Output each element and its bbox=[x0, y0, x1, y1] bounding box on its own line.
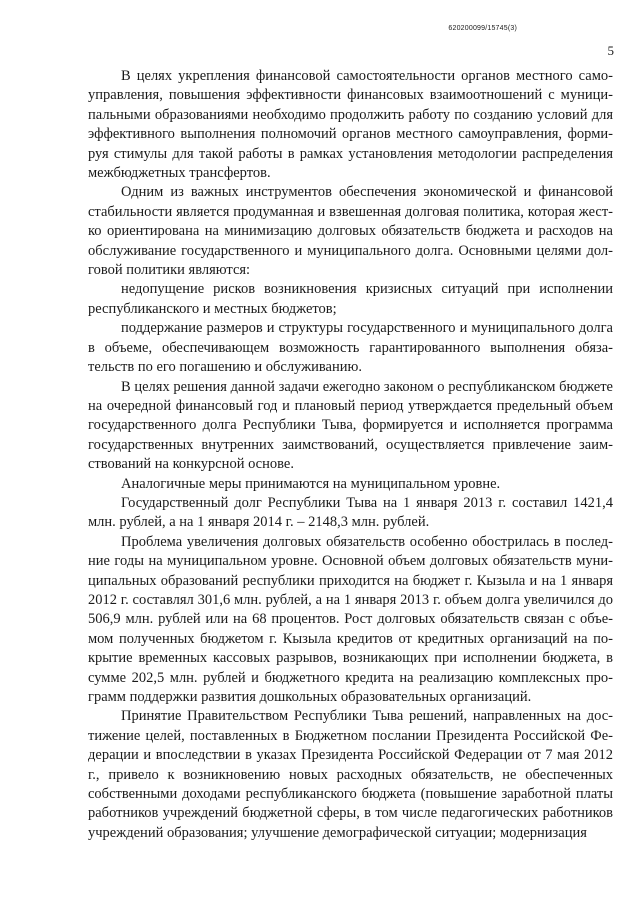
page-number: 5 bbox=[607, 43, 614, 58]
paragraph-5: В целях решения данной задачи ежегодно законом о республиканском бюджете на очередной финансовый год и плановый период утверждается предельный объем государственного долга Республики Тыва, формируется и исполняется программа государственных внутренних заимствований, осуществляется привлечение заимствований на конкурсной основе. bbox=[88, 378, 613, 473]
paragraph-1: В целях укрепления финансовой самостоятельности органов местного самоуправления, повышения эффективности финансовых взаимоотношений с муниципальными образованиями необходимо продолжить работу по созданию условий для эффективного выполнения полномочий органов местного самоуправления, формируя стимулы для такой работы в рамках установления методологии распределения межбюджетных трансфертов. bbox=[88, 68, 613, 182]
paragraph-3: недопущение рисков возникновения кризисных ситуаций при исполнении республиканского и местных бюджетов; bbox=[88, 281, 613, 317]
paragraph-2: Одним из важных инструментов обеспечения экономической и финансовой стабильности является продуманная и взвешенная долговая политика, которая жестко ориентирована на минимизацию долговых обязательств бюджета и расходов на обслуживание государственного и муниципального долга. Основными целями долговой политики являются: bbox=[88, 184, 613, 279]
paragraph-6: Аналогичные меры принимаются на муниципальном уровне. bbox=[121, 475, 501, 492]
paragraph-4: поддержание размеров и структуры государственного и муниципального долга в объеме, обеспечивающем возможность гарантированного выполнения обязательств по его погашению и обслуживанию. bbox=[88, 320, 613, 376]
paragraph-9: Принятие Правительством Республики Тыва решений, направленных на достижение целей, поставленных в Бюджетном послании Президента Российской Федерации и впоследствии в указах Президента Российской Федерации от 7 мая 2012 г., привело к возникновению новых расходных обязательств, не обеспеченных собственными доходами республиканского бюджета (повышение заработной платы работников учреждений бюджетной сферы, в том числе педагогических работников учреждений образования; улучшение демографической ситуации; модернизация bbox=[88, 708, 613, 841]
document-body bbox=[88, 67, 613, 843]
document-id: 620200099/15745(3) bbox=[448, 25, 517, 32]
paragraph-7: Государственный долг Республики Тыва на 1 января 2013 г. составил 1421,4 млн. рублей, а на 1 января 2014 г. – 2148,3 млн. рублей. bbox=[88, 494, 613, 531]
paragraph-8: Проблема увеличения долговых обязательств особенно обострилась в последние годы на муниципальном уровне. Основной объем долговых обязательств муниципальных образований республики приходится на бюджет г. Кызыла и на 1 января 2012 г. составлял 301,6 млн. рублей, а на 1 января 2013 г. объем долга увеличился до 506,9 млн. рублей или на 68 процентов. Рост долговых обязательств связан с объемом полученных бюджетом г. Кызыла кредитов от кредитных организаций на покрытие временных кассовых разрывов, возникающих при исполнении бюджета, в сумме 202,5 млн. рублей и бюджетного кредита на реализацию комплексных программ поддержки развития дошкольных образовательных организаций. bbox=[88, 533, 613, 705]
